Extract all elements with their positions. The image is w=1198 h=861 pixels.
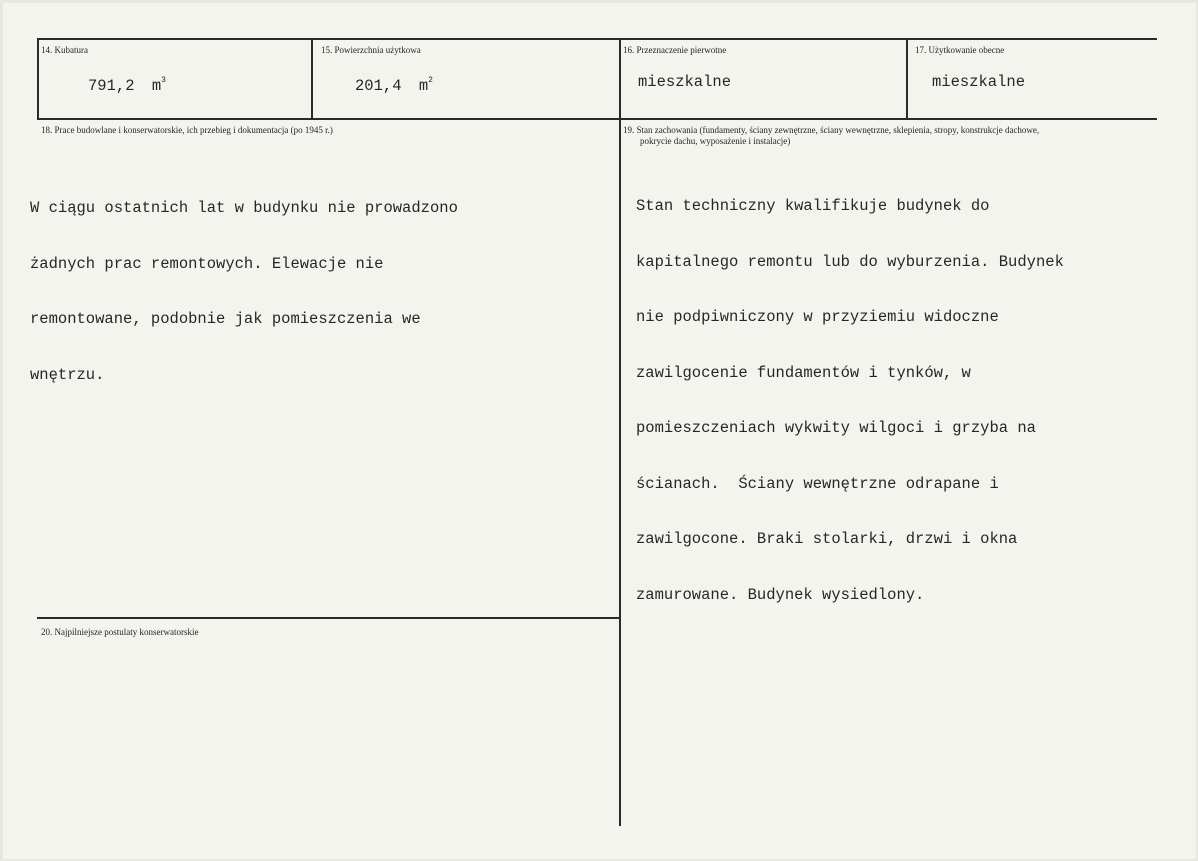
divider-14-15 <box>311 38 313 120</box>
field15-label: 15. Powierzchnia użytkowa <box>321 45 421 55</box>
field20-label: 20. Najpilniejsze postulaty konserwatorskie <box>41 627 199 637</box>
field19-line: nie podpiwniczony w przyziemiu widoczne <box>636 308 999 326</box>
field14-label: 14. Kubatura <box>41 45 88 55</box>
left-border-lower <box>37 617 39 619</box>
row1-bottom-rule <box>38 118 1157 120</box>
field19-line: kapitalnego remontu lub do wyburzenia. Budynek <box>636 252 1064 271</box>
field15-value <box>355 74 433 95</box>
field19-text <box>636 160 1064 641</box>
divider-16-17 <box>906 38 908 120</box>
field19-line: zawilgocone. Braki stolarki, drzwi i okna <box>636 530 1018 548</box>
field14-value <box>88 74 166 95</box>
kubatura-unit: $m^3$ <box>151 76 166 96</box>
field19-label-line: pokrycie dachu, wyposażenie i instalacje) <box>640 136 791 146</box>
field19-line: pomieszczeniach wykwity wilgoci i grzyba na <box>636 419 1036 437</box>
record-card <box>3 3 1196 859</box>
powierzchnia-unit: $m^2$ <box>418 76 433 96</box>
field19-line: Stan techniczny kwalifikuje budynek do <box>636 197 990 215</box>
field19-line: zawilgocenie fundamentów i tynków, w <box>636 363 971 382</box>
field18-line: żadnych prac remontowych. Elewacje nie <box>30 254 384 273</box>
kubatura-value: 791,2 <box>88 77 135 96</box>
field19-label-line: 19. Stan zachowania (fundamenty, ściany zewnętrzne, ściany wewnętrzne, sklepienia, stropy, konstrukcje dachowe, <box>623 125 1040 135</box>
field16-value: mieszkalne <box>638 73 732 91</box>
field17-label: 17. Użytkowanie obecne <box>915 45 1005 55</box>
top-rule <box>38 38 1157 40</box>
field20-top-rule <box>38 617 621 619</box>
field18-text <box>30 162 458 421</box>
left-border <box>37 38 39 120</box>
field18-line: W ciągu ostatnich lat w budynku nie prowadzono <box>30 199 458 217</box>
field19-line: ścianach. Ściany wewnętrzne odrapane i <box>636 474 999 493</box>
powierzchnia-value: 201,4 <box>355 77 402 96</box>
field19-label <box>623 125 1039 147</box>
field18-line: remontowane, podobnie jak pomieszczenia we <box>30 310 421 328</box>
main-divider <box>619 38 621 826</box>
field19-line: zamurowane. Budynek wysiedlony. <box>636 585 925 604</box>
field18-label: 18. Prace budowlane i konserwatorskie, ich przebieg i dokumentacja (po 1945 r.) <box>41 125 333 135</box>
field17-value: mieszkalne <box>932 73 1026 91</box>
field18-line: wnętrzu. <box>30 365 105 384</box>
field16-label: 16. Przeznaczenie pierwotne <box>623 45 727 55</box>
